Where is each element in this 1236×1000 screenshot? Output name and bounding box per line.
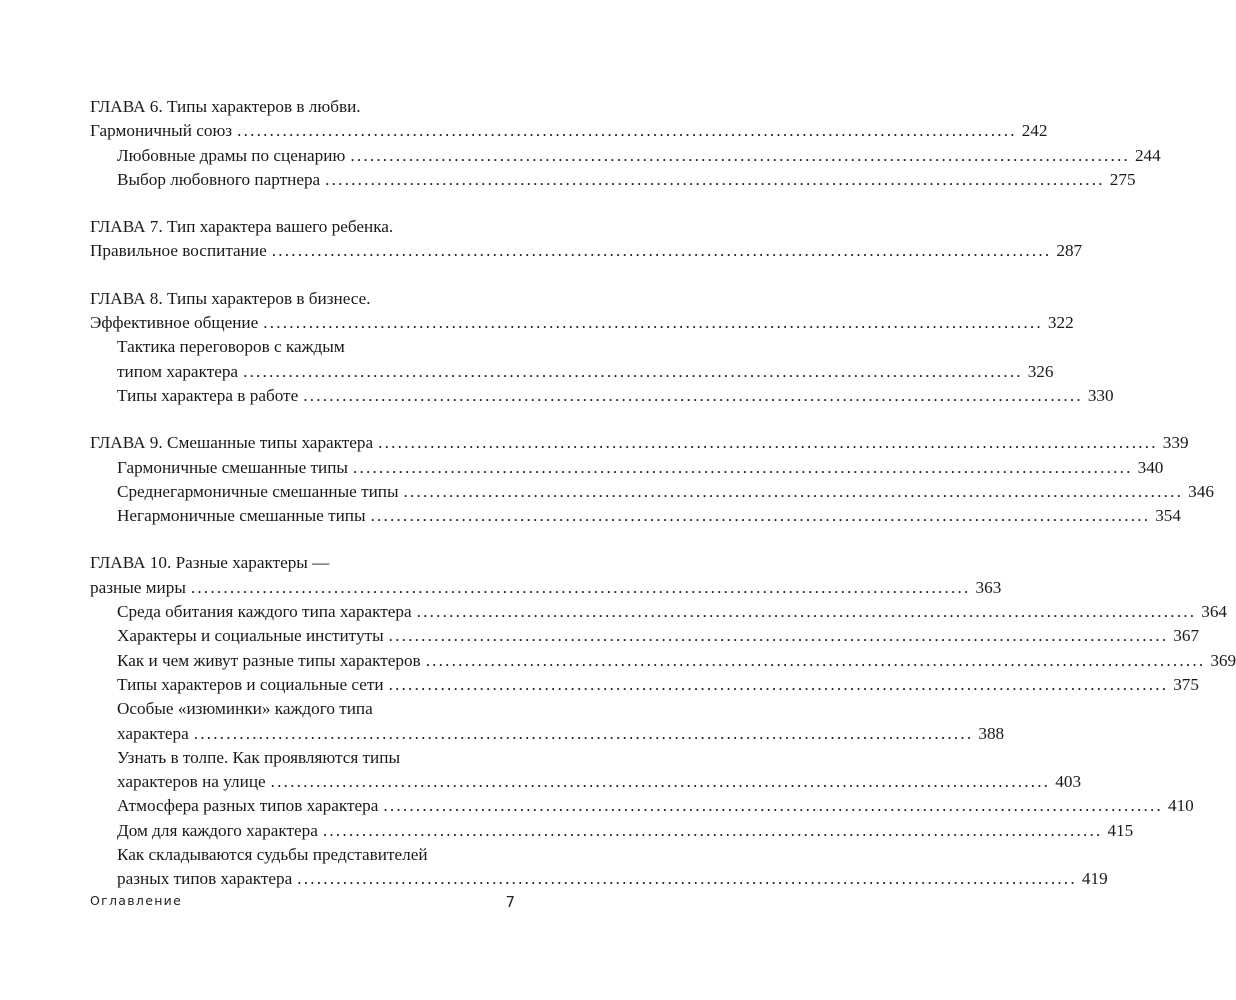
entry-page-number: 410 bbox=[1167, 796, 1194, 816]
subsection-entry[interactable] bbox=[90, 384, 1114, 408]
page-footer bbox=[90, 893, 515, 911]
entry-page-number: 330 bbox=[1087, 385, 1114, 405]
dot-leader: ........................................................................................................................ bbox=[193, 723, 974, 743]
entry-page-number: 363 bbox=[975, 577, 1002, 597]
dot-leader: ........................................................................................................................ bbox=[383, 796, 1163, 816]
subsection-entry[interactable] bbox=[90, 168, 1136, 192]
dot-leader: ........................................................................................................................ bbox=[271, 241, 1052, 261]
entry-page-number: 388 bbox=[978, 723, 1005, 743]
subsection-entry[interactable] bbox=[90, 867, 1108, 891]
subsection-line: Особые «изюминки» каждого типа bbox=[117, 699, 373, 719]
subsection-entry[interactable] bbox=[90, 673, 1199, 697]
entry-page-number: 403 bbox=[1055, 772, 1082, 792]
chapter-block bbox=[90, 215, 1083, 264]
subsection-entry[interactable] bbox=[90, 144, 1161, 168]
dot-leader: ........................................................................................................................ bbox=[425, 650, 1206, 670]
chapter-heading-line: ГЛАВА 7. Тип характера вашего ребенка. bbox=[90, 217, 394, 237]
entry-page-number: 369 bbox=[1210, 650, 1236, 670]
dot-leader: ........................................................................................................................ bbox=[303, 385, 1083, 405]
entry-page-number: 364 bbox=[1201, 602, 1228, 622]
entry-title: Типы характера в работе bbox=[117, 385, 299, 405]
chapter-heading-line: ГЛАВА 6. Типы характеров в любви. bbox=[90, 97, 361, 116]
entry-title: Гармоничные смешанные типы bbox=[117, 457, 348, 477]
entry-title: типом характера bbox=[117, 361, 239, 381]
dot-leader: ........................................................................................................................ bbox=[237, 121, 1017, 141]
dot-leader: ........................................................................................................................ bbox=[403, 481, 1184, 501]
entry-title: Атмосфера разных типов характера bbox=[117, 796, 379, 816]
dot-leader: ........................................................................................................................ bbox=[416, 602, 1197, 622]
chapter-entry[interactable] bbox=[90, 239, 1083, 263]
dot-leader: ........................................................................................................................ bbox=[322, 820, 1103, 840]
chapter-heading-line: ГЛАВА 8. Типы характеров в бизнесе. bbox=[90, 288, 371, 308]
dot-leader: ........................................................................................................................ bbox=[263, 313, 1043, 333]
entry-page-number: 322 bbox=[1047, 313, 1074, 333]
entry-page-number: 419 bbox=[1081, 869, 1108, 889]
subsection-entry[interactable] bbox=[90, 480, 1214, 504]
subsection-entry[interactable] bbox=[90, 794, 1194, 818]
entry-title: Характеры и социальные институты bbox=[117, 626, 384, 646]
entry-title: Выбор любовного партнера bbox=[117, 169, 321, 189]
entry-page-number: 244 bbox=[1134, 145, 1161, 165]
table-of-contents bbox=[90, 95, 1236, 915]
entry-title: ГЛАВА 9. Смешанные типы характера bbox=[90, 433, 374, 453]
chapter-block bbox=[90, 431, 1214, 528]
subsection-entry[interactable] bbox=[90, 722, 1005, 746]
entry-page-number: 326 bbox=[1027, 361, 1054, 381]
dot-leader: ........................................................................................................................ bbox=[270, 772, 1051, 792]
dot-leader: ........................................................................................................................ bbox=[388, 674, 1169, 694]
dot-leader: ........................................................................................................................ bbox=[388, 626, 1169, 646]
entry-page-number: 275 bbox=[1109, 169, 1136, 189]
entry-title: Типы характеров и социальные сети bbox=[117, 674, 384, 694]
subsection-entry[interactable] bbox=[90, 649, 1236, 673]
entry-title: Среда обитания каждого типа характера bbox=[117, 602, 412, 622]
dot-leader: ........................................................................................................................ bbox=[243, 361, 1023, 381]
entry-page-number: 415 bbox=[1107, 820, 1134, 840]
entry-page-number: 354 bbox=[1155, 506, 1181, 526]
dot-leader: ........................................................................................................................ bbox=[325, 169, 1105, 189]
chapter-entry[interactable] bbox=[90, 119, 1048, 143]
entry-page-number: 340 bbox=[1137, 457, 1164, 477]
subsection-entry[interactable] bbox=[90, 819, 1134, 843]
subsection-entry[interactable] bbox=[90, 456, 1164, 480]
entry-title: Эффективное общение bbox=[90, 313, 259, 333]
entry-title: Правильное воспитание bbox=[90, 241, 267, 261]
entry-page-number: 375 bbox=[1173, 674, 1199, 694]
entry-title: характера bbox=[117, 723, 189, 743]
chapter-entry[interactable] bbox=[90, 576, 1002, 600]
entry-page-number: 346 bbox=[1188, 481, 1214, 501]
entry-title: разных типов характера bbox=[117, 869, 293, 889]
chapter-block bbox=[90, 95, 1161, 192]
dot-leader: ........................................................................................................................ bbox=[378, 433, 1158, 453]
entry-title: Среднегармоничные смешанные типы bbox=[117, 481, 399, 501]
entry-title: Гармоничный союз bbox=[90, 121, 233, 141]
subsection-line: Как складываются судьбы представителей bbox=[117, 845, 428, 865]
entry-title: разные миры bbox=[90, 577, 186, 597]
entry-title: Дом для каждого характера bbox=[117, 820, 318, 840]
dot-leader: ........................................................................................................................ bbox=[297, 869, 1077, 889]
dot-leader: ........................................................................................................................ bbox=[370, 506, 1151, 526]
subsection-entry[interactable] bbox=[90, 600, 1228, 624]
subsection-entry[interactable] bbox=[90, 504, 1181, 528]
entry-page-number: 367 bbox=[1173, 626, 1200, 646]
subsection-entry[interactable] bbox=[90, 360, 1054, 384]
subsection-entry[interactable] bbox=[90, 770, 1082, 794]
entry-title: Любовные драмы по сценарию bbox=[117, 145, 346, 165]
subsection-line: Тактика переговоров с каждым bbox=[117, 337, 345, 357]
dot-leader: ........................................................................................................................ bbox=[190, 577, 971, 597]
entry-title: Негармоничные смешанные типы bbox=[117, 506, 366, 526]
entry-page-number: 287 bbox=[1056, 241, 1083, 261]
entry-title: Как и чем живут разные типы характеров bbox=[117, 650, 421, 670]
chapter-block bbox=[90, 551, 1236, 891]
chapter-heading-line: ГЛАВА 10. Разные характеры — bbox=[90, 553, 330, 573]
chapter-block bbox=[90, 287, 1114, 408]
dot-leader: ........................................................................................................................ bbox=[350, 145, 1130, 165]
chapter-entry[interactable] bbox=[90, 431, 1189, 455]
entry-title: характеров на улице bbox=[117, 772, 266, 792]
subsection-line: Узнать в толпе. Как проявляются типы bbox=[117, 747, 401, 767]
dot-leader: ........................................................................................................................ bbox=[352, 457, 1133, 477]
subsection-entry[interactable] bbox=[90, 624, 1200, 648]
entry-page-number: 242 bbox=[1021, 121, 1048, 141]
chapter-entry[interactable] bbox=[90, 311, 1074, 335]
running-footer-title: Оглавление bbox=[90, 893, 183, 908]
entry-page-number: 339 bbox=[1162, 433, 1189, 453]
page-number: 7 bbox=[505, 893, 515, 911]
